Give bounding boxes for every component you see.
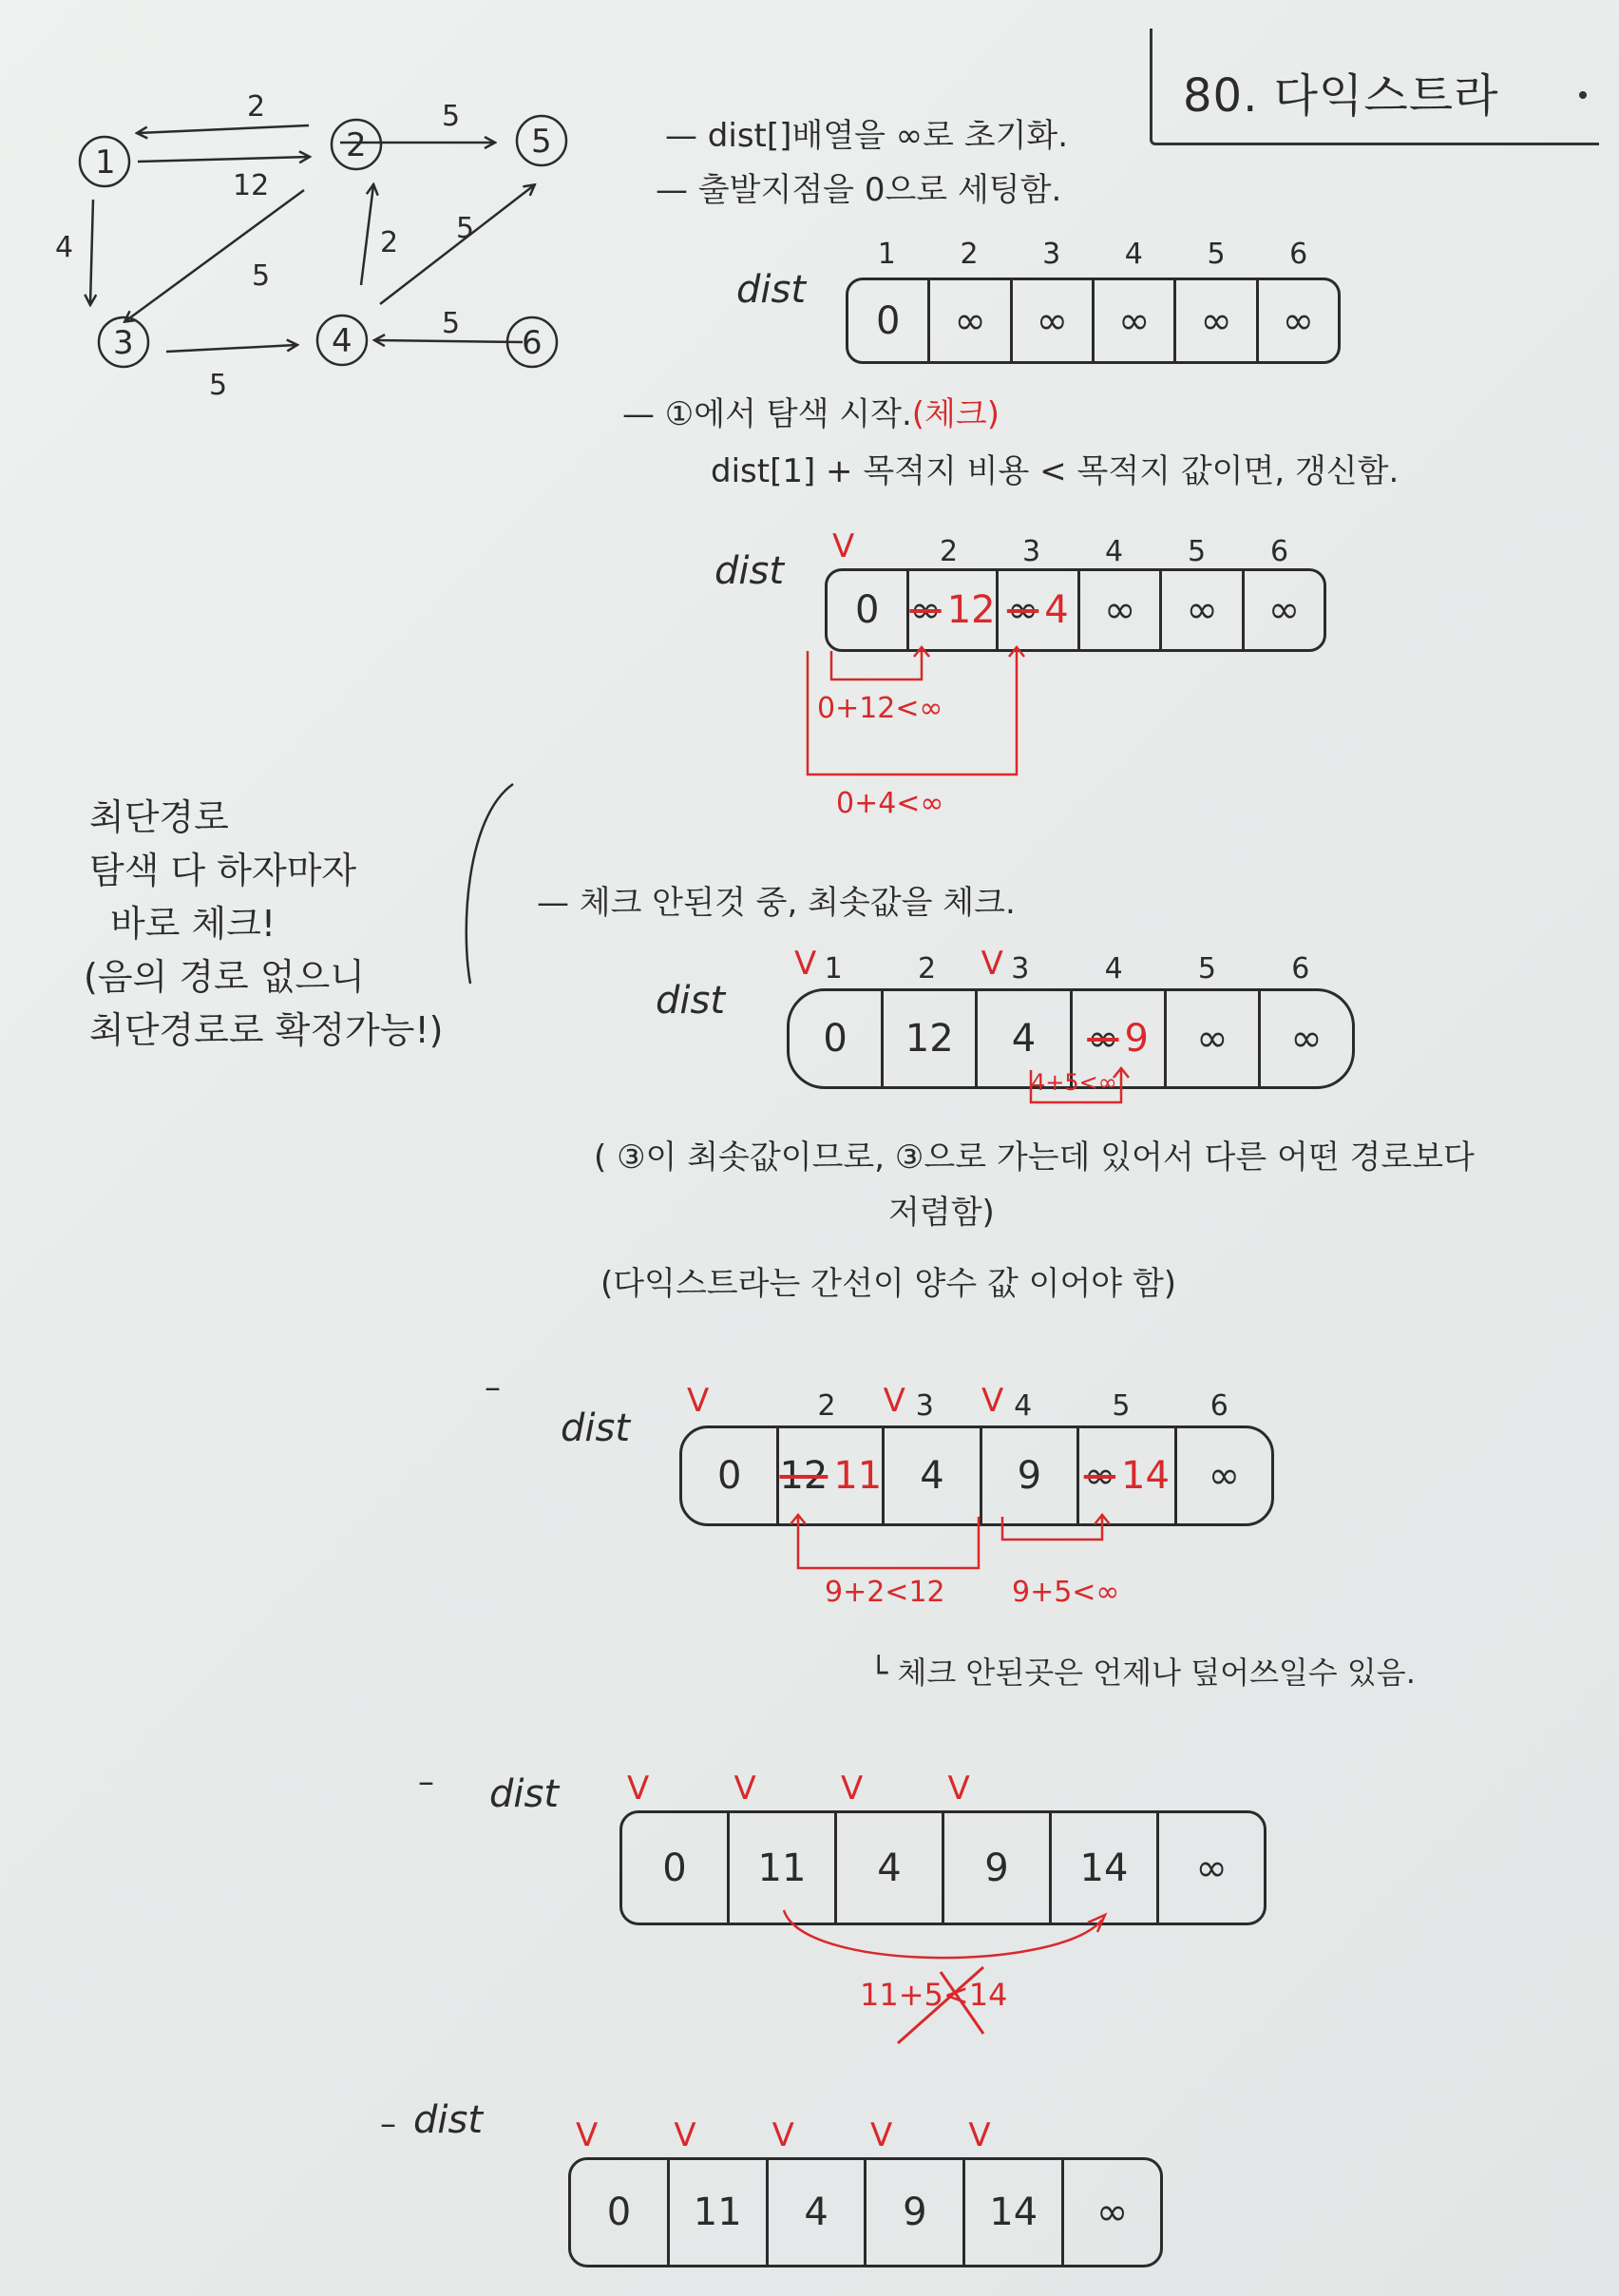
array4-label: dist (561, 1406, 631, 1450)
sidenote-bracket (447, 779, 523, 988)
array1-cell-2: ∞ (930, 280, 1012, 361)
array1-indices: 1 2 3 4 5 6 (877, 238, 1308, 271)
array1-cell-4: ∞ (1095, 280, 1176, 361)
array3-label: dist (656, 979, 726, 1023)
array3-cell-3: 4 (978, 991, 1072, 1086)
svg-text:5: 5 (531, 123, 552, 161)
note-step1-rule: dist[1] + 목적지 비용 < 목적지 값이면, 갱신함. (711, 452, 1400, 490)
array1-cell-6: ∞ (1282, 298, 1314, 343)
array5-cell-5: 14 (1052, 1813, 1159, 1923)
dash-6: – (380, 2105, 396, 2143)
array1-cell-3: ∞ (1013, 280, 1095, 361)
array3-label-a: 4+5<∞ (1031, 1069, 1117, 1096)
edge-1-2 (138, 157, 309, 162)
array1-cell-5: ∞ (1176, 280, 1258, 361)
dist-array-6 (568, 2157, 1163, 2267)
note-explain-positive: (다익스트라는 간선이 양수 값 이어야 함) (600, 1265, 1177, 1303)
note-step1-check: (체크) (911, 395, 1000, 433)
note-unchecked: └ 체크 안된곳은 언제나 덮어쓰일수 있음. (869, 1655, 1416, 1691)
array2-label: dist (714, 549, 785, 593)
weight-2-1: 2 (247, 90, 266, 124)
weight-1-2: 12 (233, 169, 270, 202)
svg-text:2: 2 (346, 126, 367, 164)
check-mark: V (627, 1770, 650, 1808)
node-4 (317, 316, 367, 365)
array4-indices: V 2 V 3 V 4 5 6 (687, 1382, 1229, 1423)
array2-cell-5: ∞ (1162, 571, 1244, 649)
edge-2-3 (125, 190, 304, 321)
node-3 (99, 317, 148, 367)
array2-cell-6: ∞ (1267, 588, 1301, 632)
title-dot (1579, 91, 1587, 99)
array1-label: dist (736, 268, 807, 312)
array5-label: dist (489, 1772, 560, 1816)
array4-cell-2: 12 11 (779, 1428, 885, 1523)
check-mark: V (674, 2116, 696, 2154)
weight-4-2: 2 (380, 226, 399, 259)
note-step1-start: — ①에서 탐색 시작.(체크) (622, 395, 1000, 433)
array6-cell-2: 11 (670, 2160, 769, 2265)
array6-cell-3: 4 (769, 2160, 867, 2265)
node-5 (517, 116, 566, 165)
edge-2-1 (138, 125, 309, 133)
check-mark: V (883, 1382, 905, 1420)
check-mark: V (968, 2116, 991, 2154)
array3-cell-2: 12 (884, 991, 978, 1086)
array2-label-a: 0+12<∞ (817, 692, 943, 725)
graph-diagram (55, 67, 608, 409)
array1-cell-1: 0 (848, 280, 930, 361)
check-mark: V (947, 1770, 970, 1808)
sidenote: 최단경로 탐색 다 하자마자 바로 체크! (음의 경로 없으니 최단경로로 확정가능!) (84, 796, 444, 1051)
array6-cell-1: 0 (571, 2160, 670, 2265)
array5-cell-4: 9 (944, 1813, 1052, 1923)
array2-cell-4: ∞ (1080, 571, 1162, 649)
dash-5: – (418, 1763, 434, 1801)
edge-1-3 (90, 200, 93, 304)
check-mark: V (841, 1770, 864, 1808)
node-2 (332, 120, 381, 169)
node-1 (80, 137, 129, 186)
array5-cross-out (888, 1962, 993, 2048)
dash-4: – (485, 1368, 501, 1406)
edge-6-4 (375, 340, 523, 342)
array4-label-a: 9+2<12 (825, 1576, 945, 1609)
array3-cell-5: ∞ (1167, 991, 1261, 1086)
note-init-infinity: — dist[]배열을 ∞로 초기화. (665, 117, 1069, 155)
check-mark: V (981, 1382, 1004, 1420)
weight-2-5: 5 (442, 100, 461, 133)
check-mark: V (981, 945, 1003, 983)
array5-label-a: 11+5<14 (860, 1977, 1008, 2013)
weight-3-4: 5 (209, 369, 228, 402)
array6-label: dist (413, 2098, 484, 2142)
svg-text:3: 3 (113, 324, 134, 362)
svg-text:1: 1 (95, 144, 116, 182)
check-mark: V (794, 945, 817, 983)
array4-cell-1: 0 (682, 1428, 779, 1523)
array5-cell-2: 11 (730, 1813, 837, 1923)
note-explain-cheaper: 저렴함) (888, 1194, 995, 1232)
array3-cell-1: 0 (790, 991, 884, 1086)
check-mark: V (832, 527, 855, 565)
svg-text:6: 6 (522, 324, 543, 362)
array3-cell-4: ∞ 9 (1073, 991, 1167, 1086)
check-mark: V (687, 1382, 710, 1420)
check-mark: V (869, 2116, 893, 2154)
array5-cell-3: 4 (837, 1813, 944, 1923)
dist-array-2 (825, 568, 1326, 652)
dist-array-1 (846, 277, 1341, 364)
note-explain-min: ( ③이 최솟값이므로, ③으로 가는데 있어서 다른 어떤 경로보다 (594, 1138, 1475, 1177)
array2-cell-1: 0 (828, 571, 909, 649)
array6-cell-5: 14 (965, 2160, 1064, 2265)
array6-cell-6: ∞ (1095, 2191, 1129, 2234)
array4-cell-4: 9 (982, 1428, 1079, 1523)
check-mark: V (576, 2116, 599, 2154)
array4-cell-5: ∞ 14 (1079, 1428, 1176, 1523)
edge-3-4 (166, 345, 296, 352)
weight-4-5: 5 (456, 212, 475, 245)
array4-cell-3: 4 (885, 1428, 981, 1523)
array2-label-b: 0+4<∞ (836, 787, 944, 820)
array5-cell-1: 0 (622, 1813, 730, 1923)
array5-cell-6: ∞ (1195, 1846, 1228, 1890)
array2-cell-3: ∞ 4 (999, 571, 1080, 649)
weight-2-3: 5 (252, 259, 271, 293)
page-title: 80. 다익스트라 (1183, 69, 1499, 123)
weight-6-4: 5 (442, 307, 461, 340)
array4-label-b: 9+5<∞ (1012, 1576, 1120, 1609)
array4-update-arrows (779, 1511, 1121, 1578)
array4-cell-6: ∞ (1208, 1454, 1240, 1498)
array2-indices: V 2 3 4 5 6 (832, 527, 1289, 568)
array2-cell-2: ∞ 12 (909, 571, 998, 649)
check-mark: V (733, 1770, 756, 1808)
weight-1-3: 4 (55, 231, 74, 264)
edge-4-2 (361, 185, 373, 285)
note-step2: — 체크 안된것 중, 최솟값을 체크. (537, 884, 1016, 922)
array3-cell-6: ∞ (1290, 1017, 1323, 1061)
check-mark: V (771, 2116, 794, 2154)
array6-cell-4: 9 (867, 2160, 965, 2265)
note-init-start: — 출발지점을 0으로 세팅함. (656, 171, 1062, 209)
svg-text:4: 4 (332, 322, 352, 360)
array3-indices: V 1 2 V 3 4 5 6 (794, 945, 1310, 985)
